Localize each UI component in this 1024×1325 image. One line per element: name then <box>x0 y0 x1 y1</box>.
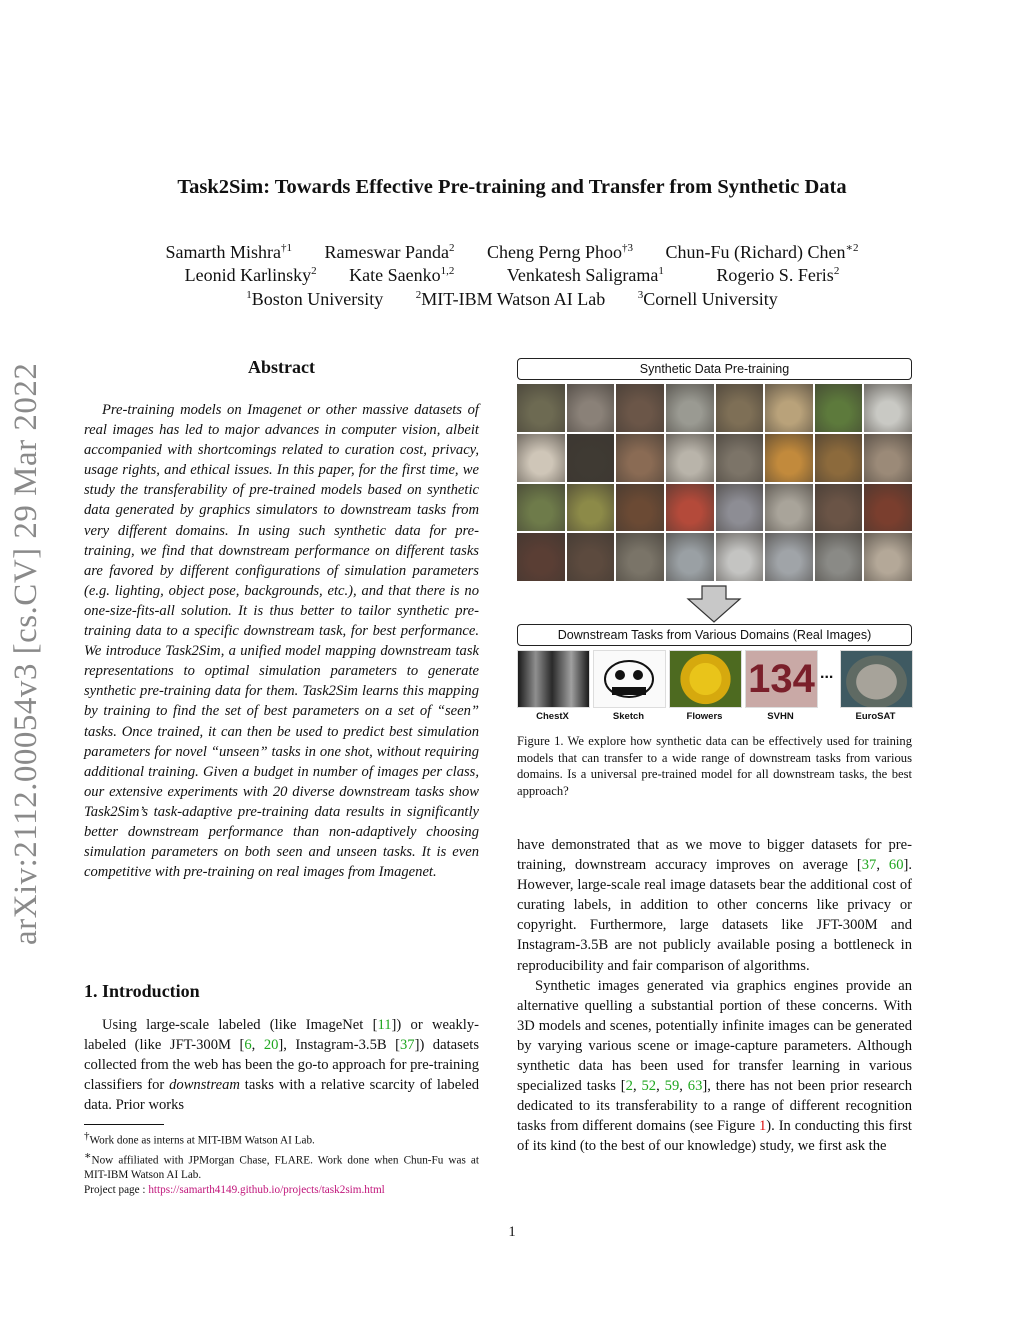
author: Rogerio S. Feris$^2$ <box>716 265 840 285</box>
author-row-1 <box>0 241 1024 263</box>
page-number: 1 <box>508 1224 516 1240</box>
synthetic-image <box>567 434 615 482</box>
thumb-label: EuroSAT <box>855 711 896 722</box>
citation-link[interactable]: 2 <box>625 1078 633 1095</box>
synthetic-image <box>864 434 912 482</box>
author: Cheng Perng Phoo$^{\dagger 3}$ <box>486 242 633 262</box>
citation-link[interactable]: 20 <box>263 1037 279 1054</box>
synthetic-image <box>567 384 615 432</box>
fig-bottom-box: Downstream Tasks from Various Domains (Real Images) <box>517 624 912 646</box>
chestx-thumbnail <box>517 650 590 708</box>
citation-link[interactable]: 37 <box>399 1037 415 1054</box>
synthetic-image <box>864 384 912 432</box>
affiliation: $^2$MIT-IBM Watson AI Lab <box>415 289 606 309</box>
synthetic-image <box>815 533 863 581</box>
synthetic-image <box>517 434 565 482</box>
synthetic-image <box>666 533 714 581</box>
synthetic-image <box>765 533 813 581</box>
synthetic-image <box>864 533 912 581</box>
footnotes <box>84 1129 479 1198</box>
synthetic-image <box>666 484 714 532</box>
abstract-text: Pre-training models on Imagenet or other massive datasets of real images has led to major advances in computer vision, albeit accompanied with shortcomings related to curation cost, privacy, usage rights, and ethical issues. In this paper, for the first time, we study the transferability of pre-trained models based on synthetic data generated by graphics simulators to downstream tasks from very different domains. In using such synthetic data for pre-training, we find that downstream performance on different tasks are favored by different configurations of simulation parameters (e.g. lighting, object pose, backgrounds, etc.), and that there is no one-size-fits-all solution. It is thus better to tailor synthetic pre-training data to a specific downstream task, for best performance. We introduce Task2Sim, a unified model mapping downstream task representations to optimal simulation parameters to generate synthetic pre-training data for them. Task2Sim learns this mapping by training to find the set of best parameters on a set of “seen” tasks. Once trained, it can then be used to predict best simulation parameters for novel “unseen” tasks in one shot, without requiring additional training. Given a budget in number of images per class, our extensive experiments with 20 diverse downstream tasks show Task2Sim’s task-adaptive pre-training data results in significantly better downstream performance than non-adaptively choosing simulation parameters on both seen and unseen tasks. It is even competitive with pre-training on real images from Imagenet. <box>84 402 479 881</box>
intro-heading: 1. Introduction <box>84 981 200 1001</box>
synthetic-image <box>616 434 664 482</box>
svhn-thumbnail: 134 <box>745 650 818 708</box>
synthetic-image <box>666 384 714 432</box>
author: Kate Saenko$^{1,2}$ <box>349 265 455 285</box>
synthetic-image <box>567 484 615 532</box>
arxiv-stamp: arXiv:2112.00054v3 [cs.CV] 29 Mar 2022 <box>8 362 44 945</box>
ellipsis: ... <box>820 665 834 682</box>
synthetic-image <box>864 484 912 532</box>
author: Samarth Mishra$^{\dagger 1}$ <box>165 242 293 262</box>
synthetic-image <box>765 484 813 532</box>
sketch-thumbnail <box>593 650 666 708</box>
citation-link[interactable]: 11 <box>377 1017 392 1033</box>
synthetic-image <box>567 533 615 581</box>
thumb-label: SVHN <box>767 711 794 722</box>
author: Chun-Fu (Richard) Chen$^{∗2}$ <box>665 242 859 262</box>
citation-link[interactable]: 59 <box>664 1078 680 1095</box>
synthetic-image <box>765 384 813 432</box>
citation-link[interactable]: 63 <box>687 1078 703 1095</box>
thumb-label: Sketch <box>612 711 645 722</box>
author: Rameswar Panda$^2$ <box>324 242 455 262</box>
sketch-icon <box>594 651 665 707</box>
affiliation: $^1$Boston University <box>246 289 384 309</box>
synthetic-image <box>815 484 863 532</box>
affiliation: $^3$Cornell University <box>637 289 778 309</box>
abstract-heading: Abstract <box>248 357 315 377</box>
citation-link[interactable]: 37 <box>861 857 877 874</box>
synthetic-image <box>716 533 764 581</box>
project-page-link[interactable]: https://samarth4149.github.io/projects/task2sim.html <box>148 1184 385 1197</box>
synthetic-image-grid <box>517 384 912 581</box>
footnote-2: ∗Now affiliated with JPMorgan Chase, FLARE. Work done when Chun-Fu was at MIT-IBM Watson AI Lab. <box>84 1149 479 1182</box>
down-arrow-icon <box>686 585 742 625</box>
synthetic-image <box>616 533 664 581</box>
paper-title: Task2Sim: Towards Effective Pre-training and Transfer from Synthetic Data <box>177 176 847 198</box>
synthetic-image <box>716 384 764 432</box>
synthetic-image <box>616 384 664 432</box>
author: Venkatesh Saligrama$^1$ <box>506 265 664 285</box>
eurosat-thumbnail <box>840 650 913 708</box>
affiliations <box>0 289 1024 310</box>
footnote-1: †Work done as interns at MIT-IBM Watson AI Lab. <box>84 1130 315 1147</box>
synthetic-image <box>517 484 565 532</box>
fig-top-box: Synthetic Data Pre-training <box>517 358 912 380</box>
project-page: Project page : https://samarth4149.github.io/projects/task2sim.html <box>84 1184 385 1197</box>
figure-caption: Figure 1. We explore how synthetic data can be effectively used for training models that can transfer to a wide range of downstream tasks from various domains. Is a universal pre-trained model for all downstream tasks, the best approach? <box>517 734 912 798</box>
synthetic-image <box>517 533 565 581</box>
citation-link[interactable]: 60 <box>888 857 904 874</box>
synthetic-image <box>716 484 764 532</box>
citation-link[interactable]: 6 <box>244 1037 252 1054</box>
citation-link[interactable]: 52 <box>641 1078 657 1095</box>
figure-link[interactable]: 1 <box>758 1118 767 1135</box>
synthetic-image <box>616 484 664 532</box>
synthetic-image <box>716 434 764 482</box>
footnote-rule <box>84 1124 164 1125</box>
author-row-2 <box>0 265 1024 286</box>
synthetic-image <box>765 434 813 482</box>
synthetic-image <box>815 434 863 482</box>
author: Leonid Karlinsky$^2$ <box>184 265 317 285</box>
synthetic-image <box>815 384 863 432</box>
right-body-text: have demonstrated that as we move to bigger datasets for pre-training, downstream accuracy improves on average [37, 60]. However, large-scale real image datasets bear the additional cost of curating labels, in addition to other concerns like privacy or copyright. Furthermore, large datasets like JFT-300M and Instagram-3.5B are not publicly available posing a bottleneck in reproducibility and fair comparison of algorithms. Synthetic images generated via graphics engines provide an alternative quelling a substantial portion of these concerns. With 3D models and scenes, potentially infinite images can be generated by varying various scene or image-capture parameters. Although synthetic data has been used for transfer learning in various specialized tasks [2, 52, 59, 63], there has not been prior research dedicated to its transferability to a range of different recognition tasks from different domains (see Figure 1). In conducting this first of its kind (to the best of our knowledge) study, we first ask the <box>517 837 913 1155</box>
synthetic-image <box>666 434 714 482</box>
synthetic-image <box>517 384 565 432</box>
flowers-thumbnail <box>669 650 742 708</box>
thumb-label: Flowers <box>686 711 723 722</box>
intro-text: Using large-scale labeled (like ImageNet [11]) or weakly-labeled (like JFT-300M [6, 20], Instagram-3.5B [37]) datasets collected from the web has been the go-to approach for pre-training classifiers for downstream tasks with a relative scarcity of labeled data. Prior works <box>84 1017 480 1114</box>
thumb-label: ChestX <box>536 711 569 722</box>
